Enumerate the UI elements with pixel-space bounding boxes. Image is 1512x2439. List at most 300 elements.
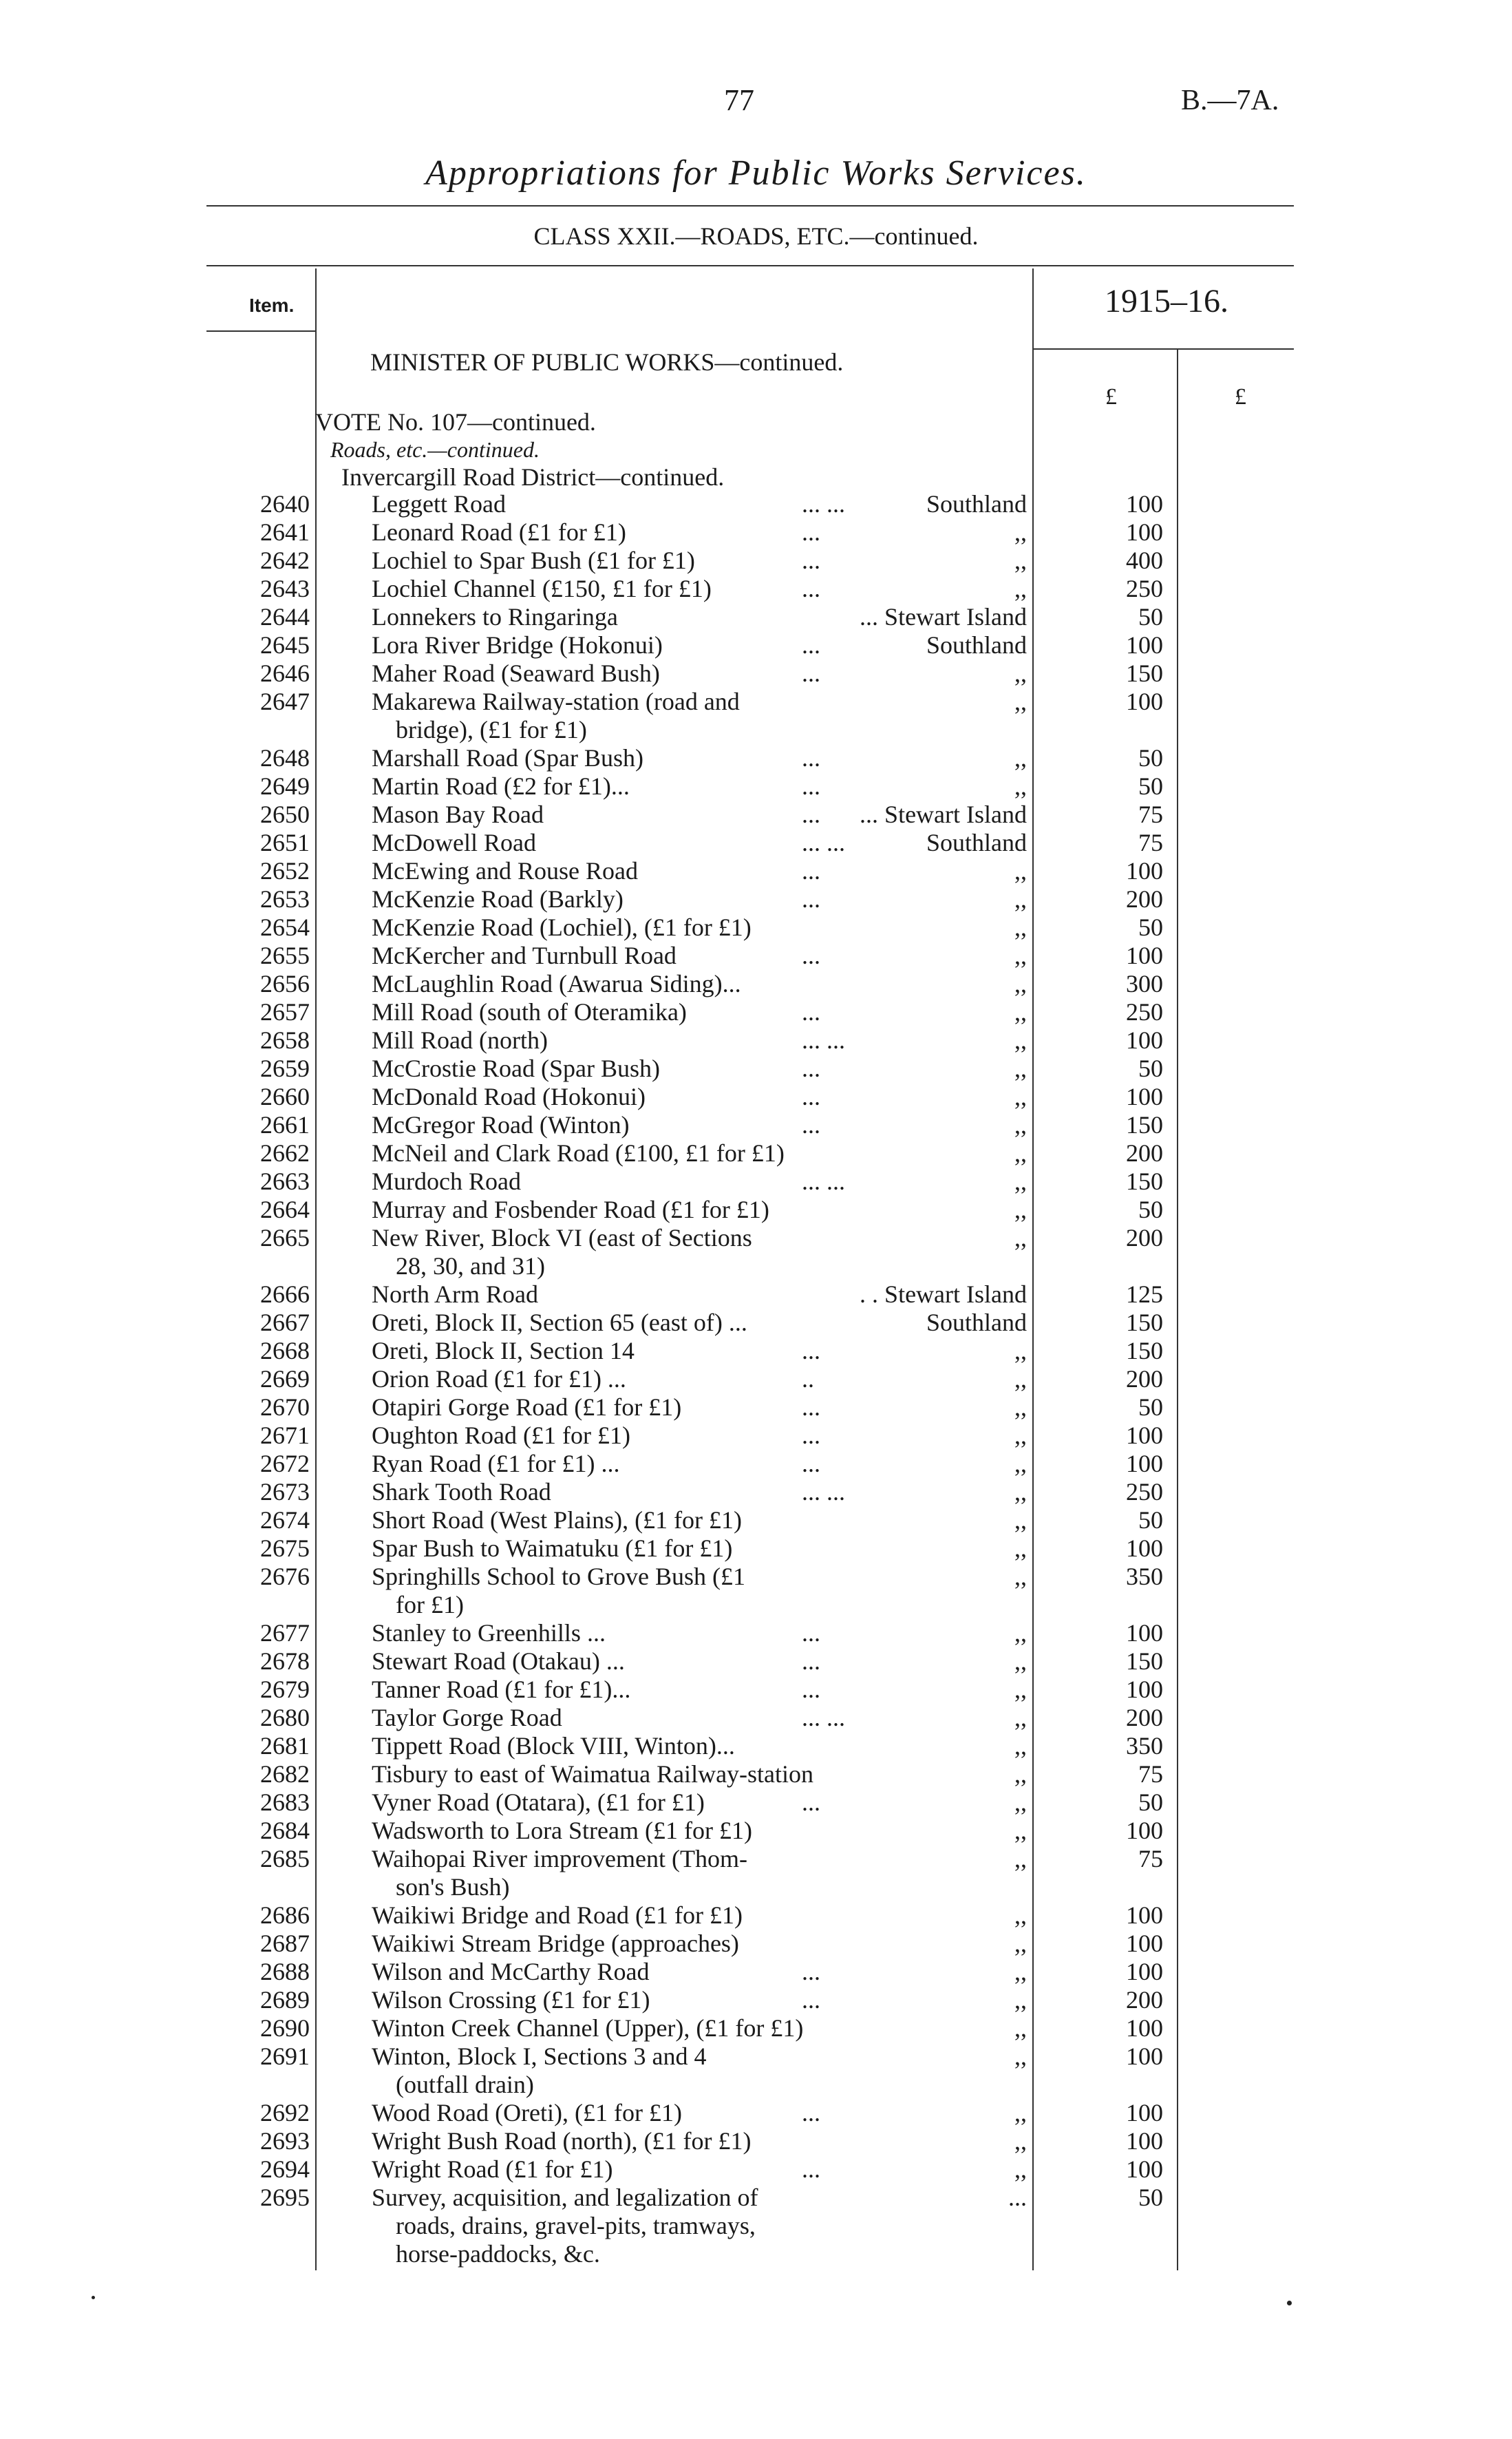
- road-name-continued: roads, drains, gravel-pits, tramways,: [396, 2212, 756, 2239]
- district: ,,: [1014, 1026, 1027, 1054]
- road-name: McNeil and Clark Road (£100, £1 for £1): [372, 1139, 785, 1167]
- road-name-continued: for £1): [396, 1591, 464, 1618]
- table-row: [0, 1817, 1512, 1845]
- district: ,,: [1014, 1619, 1027, 1647]
- leader-dots: ...: [802, 1958, 820, 1985]
- district: Southland: [926, 829, 1027, 856]
- item-number: 2650: [260, 801, 310, 828]
- item-number: 2671: [260, 1422, 310, 1449]
- leader-dots: ... ...: [802, 490, 845, 518]
- district: ,,: [1014, 1930, 1027, 1957]
- item-number: 2688: [260, 1958, 310, 1985]
- district: ,,: [1014, 1478, 1027, 1506]
- district: ,,: [1014, 2155, 1027, 2183]
- road-name: McDowell Road: [372, 829, 536, 856]
- leader-dots: ...: [802, 801, 820, 828]
- road-name: McKercher and Turnbull Road: [372, 942, 677, 969]
- amount: 150: [1126, 1168, 1163, 1195]
- item-number: 2654: [260, 914, 310, 941]
- item-number: 2672: [260, 1450, 310, 1477]
- table-row: [0, 1534, 1512, 1563]
- amount: 100: [1126, 2155, 1163, 2183]
- leader-dots: ...: [802, 518, 820, 546]
- item-number: 2689: [260, 1986, 310, 2014]
- amount: 300: [1126, 970, 1163, 997]
- amount: 75: [1138, 1845, 1163, 1872]
- road-name: Otapiri Gorge Road (£1 for £1): [372, 1393, 682, 1421]
- table-row: [0, 1958, 1512, 1986]
- district: ,,: [1014, 1676, 1027, 1703]
- district: ,,: [1014, 1647, 1027, 1675]
- road-name: Lora River Bridge (Hokonui): [372, 631, 663, 659]
- table-row: [0, 1788, 1512, 1817]
- district: ,,: [1014, 2127, 1027, 2155]
- road-name: Martin Road (£2 for £1)...: [372, 772, 630, 800]
- road-name-continued: 28, 30, and 31): [396, 1252, 545, 1280]
- road-name: Wright Road (£1 for £1): [372, 2155, 613, 2183]
- amount: 100: [1126, 2127, 1163, 2155]
- leader-dots: ...: [802, 857, 820, 885]
- amount: 100: [1126, 2042, 1163, 2070]
- district: ,,: [1014, 998, 1027, 1026]
- amount: 350: [1126, 1732, 1163, 1760]
- item-number: 2655: [260, 942, 310, 969]
- district: ,,: [1014, 885, 1027, 913]
- item-number: 2678: [260, 1647, 310, 1675]
- amount: 100: [1126, 1958, 1163, 1985]
- leader-dots: ...: [802, 1111, 820, 1139]
- leader-dots: ... ...: [802, 1704, 845, 1731]
- leader-dots: ...: [802, 631, 820, 659]
- road-name: Waikiwi Bridge and Road (£1 for £1): [372, 1901, 743, 1929]
- road-name: Waihopai River improvement (Thom-: [372, 1845, 747, 1872]
- table-row: [0, 829, 1512, 857]
- road-name: Oreti, Block II, Section 65 (east of) ...: [372, 1309, 747, 1336]
- amount: 200: [1126, 1139, 1163, 1167]
- table-row: [0, 1139, 1512, 1168]
- road-name: North Arm Road: [372, 1280, 538, 1308]
- amount: 50: [1138, 914, 1163, 941]
- road-name: Survey, acquisition, and legalization of: [372, 2184, 758, 2211]
- district: ,,: [1014, 575, 1027, 602]
- item-column-header: Item.: [249, 295, 295, 316]
- page-title: Appropriations for Public Works Services.: [425, 154, 1087, 193]
- table-row: [0, 1337, 1512, 1365]
- district: ,,: [1014, 914, 1027, 941]
- district: ,,: [1014, 1139, 1027, 1167]
- amount: 50: [1138, 2184, 1163, 2211]
- district: ,,: [1014, 1704, 1027, 1731]
- table-row: [0, 659, 1512, 688]
- amount: 150: [1126, 1337, 1163, 1364]
- road-name: Mason Bay Road: [372, 801, 544, 828]
- subheading: Roads, etc.—continued.: [330, 437, 540, 462]
- item-number: 2640: [260, 490, 310, 518]
- district: ,,: [1014, 1534, 1027, 1562]
- item-number: 2666: [260, 1280, 310, 1308]
- leader-dots: ...: [802, 1676, 820, 1703]
- district: ...: [1008, 2184, 1027, 2211]
- road-name: McCrostie Road (Spar Bush): [372, 1055, 660, 1082]
- amount: 50: [1138, 1506, 1163, 1534]
- item-number: 2686: [260, 1901, 310, 1929]
- table-row: [0, 1055, 1512, 1083]
- amount: 100: [1126, 1930, 1163, 1957]
- table-row: [0, 857, 1512, 885]
- district: ,,: [1014, 1168, 1027, 1195]
- amount: 100: [1126, 518, 1163, 546]
- road-name: McKenzie Road (Lochiel), (£1 for £1): [372, 914, 752, 941]
- amount: 200: [1126, 1224, 1163, 1252]
- minister-heading: MINISTER OF PUBLIC WORKS—continued.: [370, 348, 844, 376]
- table-row: [0, 970, 1512, 998]
- item-number: 2691: [260, 2042, 310, 2070]
- district: ,,: [1014, 942, 1027, 969]
- table-row: [0, 1450, 1512, 1478]
- item-number: 2643: [260, 575, 310, 602]
- table-row: [0, 2014, 1512, 2042]
- item-number: 2669: [260, 1365, 310, 1393]
- district: ,,: [1014, 518, 1027, 546]
- table-row: [0, 942, 1512, 970]
- table-row: [0, 1901, 1512, 1930]
- item-header-rule: [206, 330, 315, 332]
- leader-dots: ...: [802, 1337, 820, 1364]
- table-row: [0, 1168, 1512, 1196]
- leader-dots: ...: [802, 998, 820, 1026]
- amount: 250: [1126, 1478, 1163, 1506]
- table-row: [0, 1563, 1512, 1591]
- table-row: [0, 772, 1512, 801]
- district: ,,: [1014, 1393, 1027, 1421]
- road-name: Tippett Road (Block VIII, Winton)...: [372, 1732, 735, 1760]
- table-row: [0, 1393, 1512, 1422]
- speck: [1287, 2301, 1292, 2305]
- road-name: Wilson and McCarthy Road: [372, 1958, 650, 1985]
- vote-heading: VOTE No. 107—continued.: [315, 408, 596, 436]
- item-number: 2687: [260, 1930, 310, 1957]
- leader-dots: ...: [802, 1986, 820, 2014]
- road-name: Lochiel to Spar Bush (£1 for £1): [372, 547, 695, 574]
- amount: 200: [1126, 1365, 1163, 1393]
- leader-dots: ...: [802, 659, 820, 687]
- road-name: Orion Road (£1 for £1) ...: [372, 1365, 626, 1393]
- item-number: 2651: [260, 829, 310, 856]
- leader-dots: ...: [802, 772, 820, 800]
- table-row: [0, 744, 1512, 772]
- amount: 150: [1126, 1309, 1163, 1336]
- table-row: [0, 1111, 1512, 1139]
- district: ... Stewart Island: [860, 603, 1027, 631]
- item-number: 2648: [260, 744, 310, 772]
- district: ,,: [1014, 1111, 1027, 1139]
- table-row: [0, 1732, 1512, 1760]
- leader-dots: ...: [802, 1393, 820, 1421]
- leader-dots: ...: [802, 744, 820, 772]
- item-number: 2690: [260, 2014, 310, 2042]
- leader-dots: ...: [802, 942, 820, 969]
- road-name: Waikiwi Stream Bridge (approaches): [372, 1930, 739, 1957]
- item-number: 2658: [260, 1026, 310, 1054]
- table-row: [0, 631, 1512, 659]
- leader-dots: ...: [802, 1647, 820, 1675]
- district: ,,: [1014, 659, 1027, 687]
- amount: 50: [1138, 1196, 1163, 1223]
- leader-dots: ... ...: [802, 1478, 845, 1506]
- item-number: 2676: [260, 1563, 310, 1590]
- speck: [92, 2296, 95, 2299]
- leader-dots: ...: [802, 1450, 820, 1477]
- item-number: 2684: [260, 1817, 310, 1844]
- amount: 100: [1126, 631, 1163, 659]
- table-row: [0, 1760, 1512, 1788]
- item-number: 2661: [260, 1111, 310, 1139]
- table-row: [0, 801, 1512, 829]
- table-row: [0, 547, 1512, 575]
- road-name: Tisbury to east of Waimatua Railway-station: [372, 1760, 814, 1788]
- item-number: 2642: [260, 547, 310, 574]
- table-row: [0, 1845, 1512, 1873]
- amount: 100: [1126, 1083, 1163, 1110]
- district: ,,: [1014, 1083, 1027, 1110]
- item-number: 2644: [260, 603, 310, 631]
- leader-dots: ...: [802, 1083, 820, 1110]
- amount: 100: [1126, 1901, 1163, 1929]
- district: ,,: [1014, 1845, 1027, 1872]
- item-number: 2680: [260, 1704, 310, 1731]
- road-name: Shark Tooth Road: [372, 1478, 551, 1506]
- district: ,,: [1014, 2099, 1027, 2126]
- road-name: Ryan Road (£1 for £1) ...: [372, 1450, 620, 1477]
- district: ,,: [1014, 744, 1027, 772]
- item-number: 2646: [260, 659, 310, 687]
- district: ... Stewart Island: [860, 801, 1027, 828]
- district: ,,: [1014, 1196, 1027, 1223]
- item-number: 2692: [260, 2099, 310, 2126]
- district: ,,: [1014, 2014, 1027, 2042]
- amount: 50: [1138, 744, 1163, 772]
- road-name: Oreti, Block II, Section 14: [372, 1337, 635, 1364]
- leader-dots: ...: [802, 575, 820, 602]
- road-name: Winton, Block I, Sections 3 and 4: [372, 2042, 707, 2070]
- amount: 100: [1126, 688, 1163, 715]
- item-number: 2660: [260, 1083, 310, 1110]
- year-rule: [1034, 348, 1294, 350]
- road-name-continued: horse-paddocks, &c.: [396, 2240, 600, 2268]
- road-name: Murray and Fosbender Road (£1 for £1): [372, 1196, 769, 1223]
- pound-sign-2: £: [1235, 384, 1246, 410]
- amount: 150: [1126, 1647, 1163, 1675]
- amount: 75: [1138, 801, 1163, 828]
- leader-dots: ...: [802, 1055, 820, 1082]
- amount: 50: [1138, 1788, 1163, 1816]
- road-name: Tanner Road (£1 for £1)...: [372, 1676, 631, 1703]
- district: Southland: [926, 1309, 1027, 1336]
- road-name-continued: (outfall drain): [396, 2071, 534, 2098]
- amount: 100: [1126, 1450, 1163, 1477]
- table-row: [0, 1478, 1512, 1506]
- district: ,,: [1014, 1817, 1027, 1844]
- amount: 75: [1138, 829, 1163, 856]
- leader-dots: ...: [802, 1788, 820, 1816]
- district: ,,: [1014, 772, 1027, 800]
- table-row: [0, 2127, 1512, 2155]
- item-number: 2682: [260, 1760, 310, 1788]
- road-name: Wilson Crossing (£1 for £1): [372, 1986, 650, 2014]
- district: . . Stewart Island: [860, 1280, 1027, 1308]
- table-row: [0, 490, 1512, 518]
- leader-dots: ...: [802, 885, 820, 913]
- table-row: [0, 1930, 1512, 1958]
- item-number: 2694: [260, 2155, 310, 2183]
- road-name: Wright Bush Road (north), (£1 for £1): [372, 2127, 752, 2155]
- item-number: 2667: [260, 1309, 310, 1336]
- district: ,,: [1014, 1986, 1027, 2014]
- district-heading: Invercargill Road District—continued.: [341, 463, 725, 491]
- table-row: [0, 1676, 1512, 1704]
- item-number: 2695: [260, 2184, 310, 2211]
- item-number: 2685: [260, 1845, 310, 1872]
- amount: 100: [1126, 1534, 1163, 1562]
- road-name: Mill Road (north): [372, 1026, 548, 1054]
- leader-dots: ...: [802, 1619, 820, 1647]
- district: ,,: [1014, 970, 1027, 997]
- table-row: [0, 2184, 1512, 2212]
- district: ,,: [1014, 1760, 1027, 1788]
- amount: 100: [1126, 2099, 1163, 2126]
- item-number: 2668: [260, 1337, 310, 1364]
- road-name: Spar Bush to Waimatuku (£1 for £1): [372, 1534, 733, 1562]
- road-name: McKenzie Road (Barkly): [372, 885, 624, 913]
- road-name: Murdoch Road: [372, 1168, 521, 1195]
- amount: 100: [1126, 490, 1163, 518]
- amount: 200: [1126, 1704, 1163, 1731]
- road-name: Leonard Road (£1 for £1): [372, 518, 626, 546]
- leader-dots: ... ...: [802, 829, 845, 856]
- district: ,,: [1014, 1958, 1027, 1985]
- table-row: [0, 1280, 1512, 1309]
- table-row: [0, 1704, 1512, 1732]
- district: ,,: [1014, 1732, 1027, 1760]
- table-row: [0, 1365, 1512, 1393]
- item-number: 2674: [260, 1506, 310, 1534]
- district: ,,: [1014, 1563, 1027, 1590]
- district: ,,: [1014, 1450, 1027, 1477]
- district: ,,: [1014, 1901, 1027, 1929]
- item-number: 2657: [260, 998, 310, 1026]
- district: Southland: [926, 631, 1027, 659]
- item-number: 2663: [260, 1168, 310, 1195]
- table-row: [0, 603, 1512, 631]
- district: ,,: [1014, 1506, 1027, 1534]
- table-row: [0, 1619, 1512, 1647]
- amount: 100: [1126, 1422, 1163, 1449]
- item-number: 2681: [260, 1732, 310, 1760]
- table-row: [0, 1224, 1512, 1252]
- leader-dots: ..: [802, 1365, 814, 1393]
- road-name: Mill Road (south of Oteramika): [372, 998, 687, 1026]
- document-reference: B.—7A.: [1181, 85, 1279, 116]
- road-name: Leggett Road: [372, 490, 506, 518]
- item-number: 2675: [260, 1534, 310, 1562]
- road-name: Winton Creek Channel (Upper), (£1 for £1): [372, 2014, 804, 2042]
- title-rule: [206, 205, 1294, 207]
- road-name: Makarewa Railway-station (road and: [372, 688, 740, 715]
- amount: 50: [1138, 1393, 1163, 1421]
- amount: 100: [1126, 942, 1163, 969]
- district: ,,: [1014, 688, 1027, 715]
- road-name: McEwing and Rouse Road: [372, 857, 638, 885]
- table-row: [0, 688, 1512, 716]
- amount: 150: [1126, 1111, 1163, 1139]
- amount: 350: [1126, 1563, 1163, 1590]
- district: ,,: [1014, 1055, 1027, 1082]
- table-row: [0, 2155, 1512, 2184]
- district: ,,: [1014, 1788, 1027, 1816]
- road-name: Vyner Road (Otatara), (£1 for £1): [372, 1788, 705, 1816]
- district: ,,: [1014, 1365, 1027, 1393]
- leader-dots: ...: [802, 2099, 820, 2126]
- item-number: 2664: [260, 1196, 310, 1223]
- district: ,,: [1014, 1224, 1027, 1252]
- item-number: 2659: [260, 1055, 310, 1082]
- item-number: 2683: [260, 1788, 310, 1816]
- item-number: 2679: [260, 1676, 310, 1703]
- amount: 100: [1126, 1026, 1163, 1054]
- table-row: [0, 575, 1512, 603]
- leader-dots: ...: [802, 547, 820, 574]
- road-name: Springhills School to Grove Bush (£1: [372, 1563, 746, 1590]
- item-number: 2649: [260, 772, 310, 800]
- district: ,,: [1014, 1422, 1027, 1449]
- road-name: Oughton Road (£1 for £1): [372, 1422, 630, 1449]
- road-name: Short Road (West Plains), (£1 for £1): [372, 1506, 743, 1534]
- item-number: 2665: [260, 1224, 310, 1252]
- road-name: Taylor Gorge Road: [372, 1704, 562, 1731]
- class-heading: CLASS XXII.—ROADS, ETC.—continued.: [533, 222, 979, 250]
- item-number: 2670: [260, 1393, 310, 1421]
- pound-sign-1: £: [1105, 384, 1117, 410]
- table-row: [0, 1986, 1512, 2014]
- table-row: [0, 2042, 1512, 2071]
- amount: 250: [1126, 998, 1163, 1026]
- amount: 75: [1138, 1760, 1163, 1788]
- table-row: [0, 518, 1512, 547]
- leader-dots: ...: [802, 1422, 820, 1449]
- leader-dots: ... ...: [802, 1168, 845, 1195]
- table-row: [0, 2099, 1512, 2127]
- road-name: Wood Road (Oreti), (£1 for £1): [372, 2099, 682, 2126]
- amount: 125: [1126, 1280, 1163, 1308]
- road-name-continued: bridge), (£1 for £1): [396, 716, 587, 743]
- table-row: [0, 998, 1512, 1026]
- district: ,,: [1014, 547, 1027, 574]
- road-name: McLaughlin Road (Awarua Siding)...: [372, 970, 741, 997]
- table-row: [0, 1026, 1512, 1055]
- road-name: Stanley to Greenhills ...: [372, 1619, 606, 1647]
- amount: 150: [1126, 659, 1163, 687]
- district: ,,: [1014, 2042, 1027, 2070]
- road-name: Lonnekers to Ringaringa: [372, 603, 618, 631]
- district: ,,: [1014, 857, 1027, 885]
- amount: 50: [1138, 1055, 1163, 1082]
- amount: 100: [1126, 1817, 1163, 1844]
- road-name: Lochiel Channel (£150, £1 for £1): [372, 575, 712, 602]
- table-row: [0, 1647, 1512, 1676]
- road-name-continued: son's Bush): [396, 1873, 510, 1901]
- amount: 100: [1126, 2014, 1163, 2042]
- item-number: 2653: [260, 885, 310, 913]
